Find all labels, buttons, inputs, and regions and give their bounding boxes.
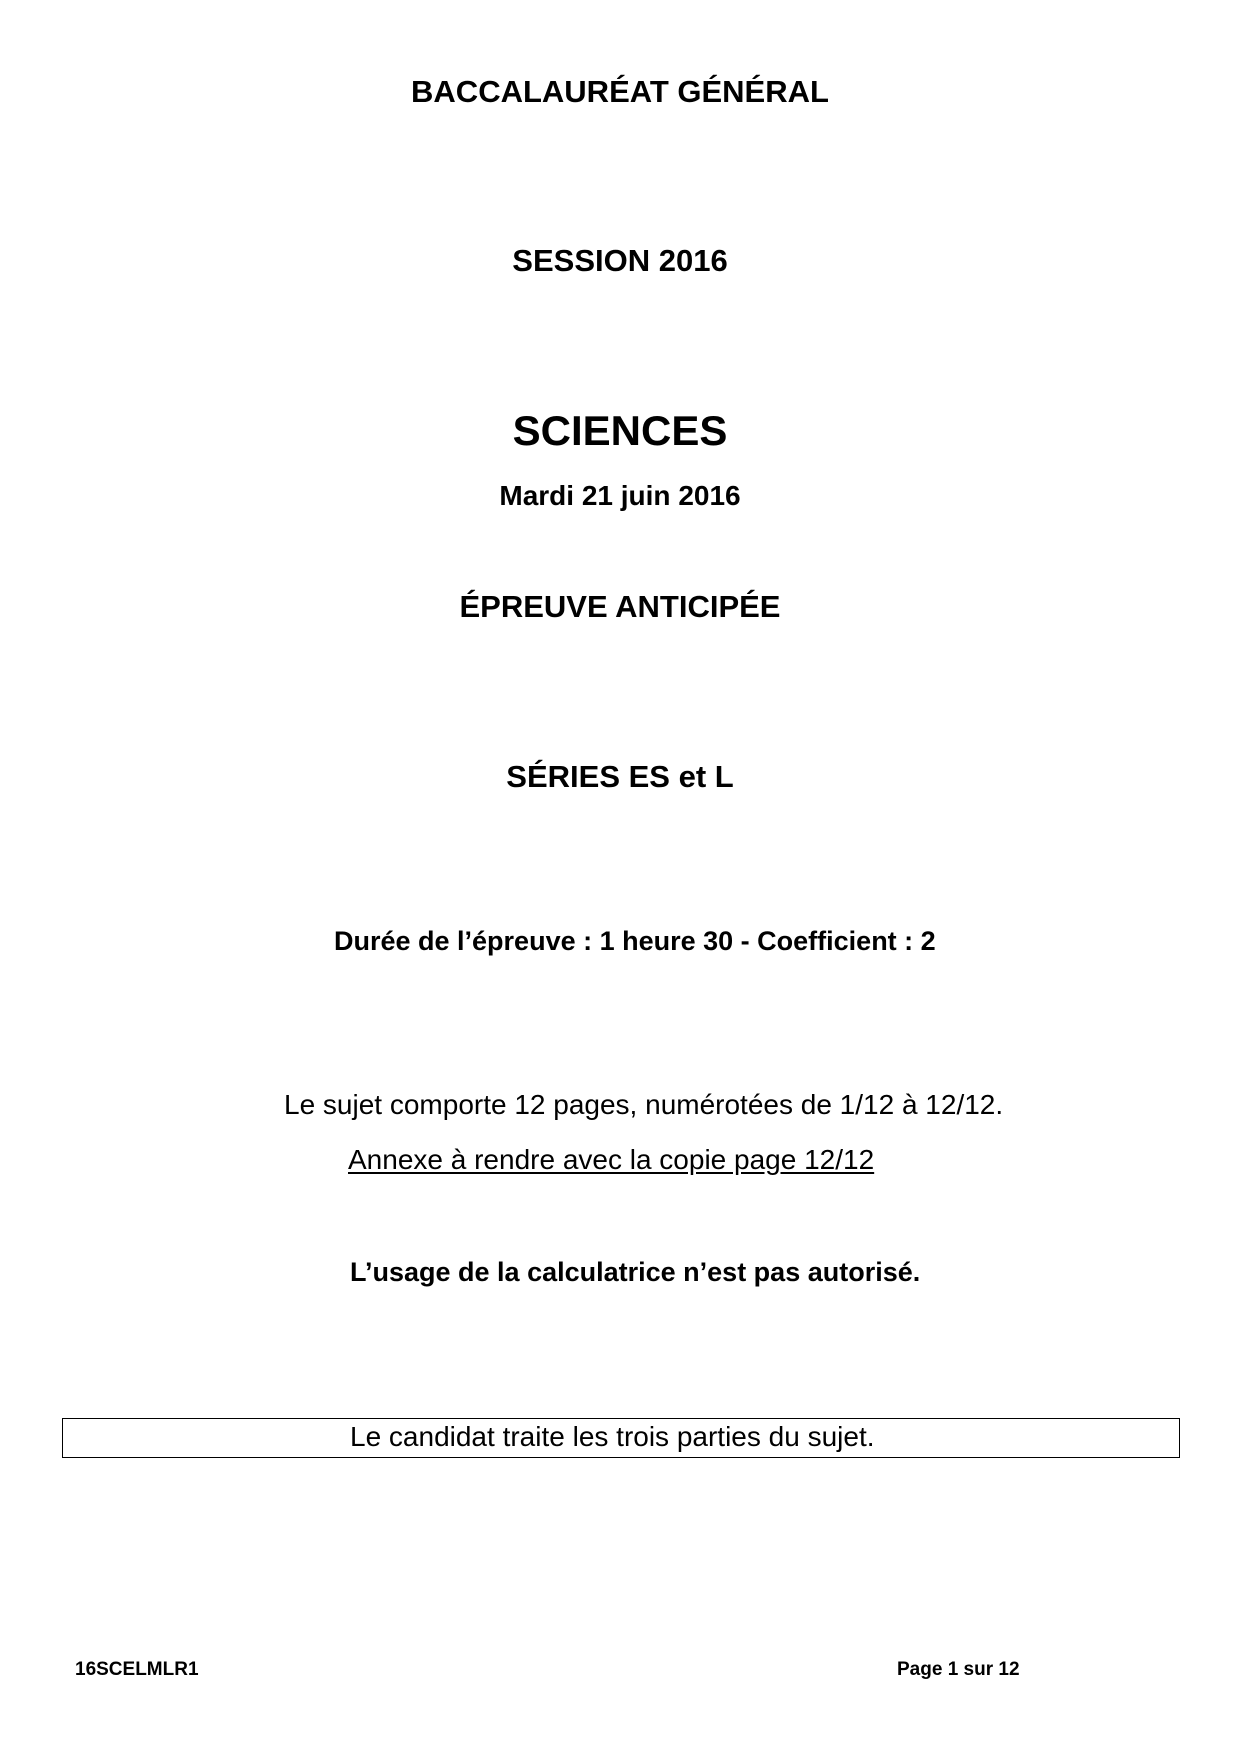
footer-subject-code: 16SCELMLR1 (75, 1659, 199, 1680)
session-title: SESSION 2016 (512, 243, 728, 278)
duration-coefficient: Durée de l’épreuve : 1 heure 30 - Coefficient : 2 (334, 926, 936, 956)
subject-title: SCIENCES (512, 407, 728, 454)
instruction-text: Le candidat traite les trois parties du sujet. (350, 1421, 875, 1452)
calculator-note: L’usage de la calculatrice n’est pas autorisé. (350, 1257, 921, 1287)
page-count-note: Le sujet comporte 12 pages, numérotées de 1/12 à 12/12. (284, 1089, 1004, 1120)
series-title: SÉRIES ES et L (506, 759, 734, 794)
annexe-note: Annexe à rendre avec la copie page 12/12 (348, 1144, 875, 1175)
epreuve-title: ÉPREUVE ANTICIPÉE (459, 589, 781, 624)
exam-title: BACCALAURÉAT GÉNÉRAL (411, 74, 829, 109)
instruction-box (62, 1418, 1180, 1458)
footer-page-number: Page 1 sur 12 (897, 1659, 1020, 1680)
exam-date: Mardi 21 juin 2016 (499, 480, 741, 511)
